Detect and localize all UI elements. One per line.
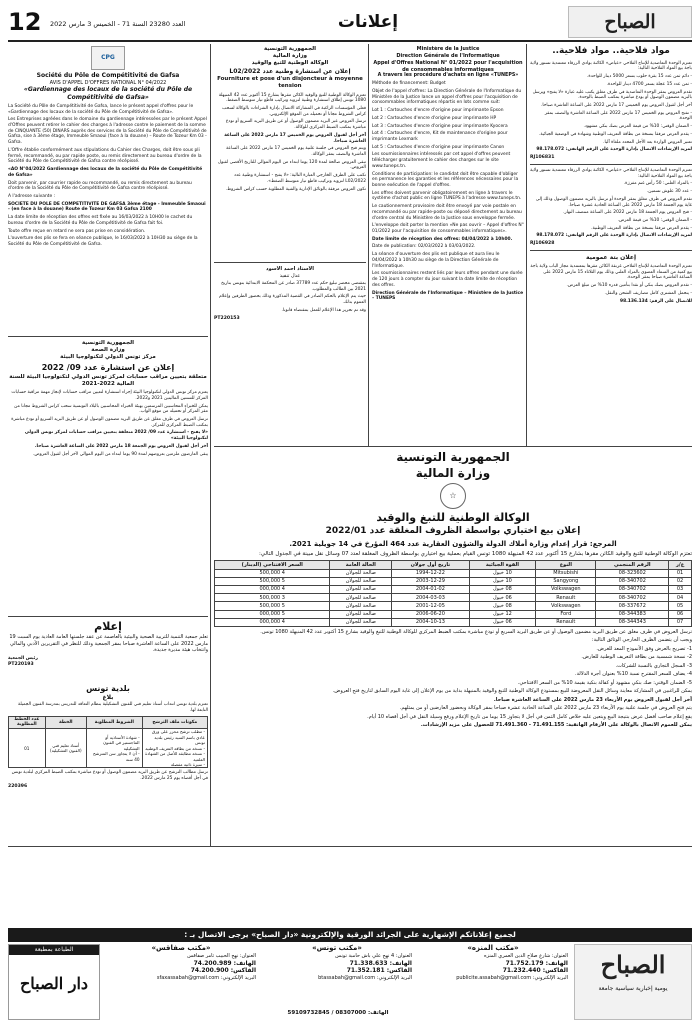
- table-row: 07 08-344343 Renault 06 خيول 2004-10-13 صالحة للجولان 4 000,000: [215, 618, 692, 626]
- contact-tunis: «مكتب تونس» العنوان: 4 نهج علي باش حامبة تونس الهاتف: 71.338.633 الفاكس: 71.352.181 البريد الإلكتروني: btassabah@gmail.com: [262, 944, 412, 1010]
- vehicle-sale-ad: الجمهورية التونسية وزارة المالية ☆ الوكالة الوطنية للتبغ والوقيد إعلان بيع اختياري بواسطة الظروف المغلقة عدد 2022/01 المرجع: قرار إعدام وزارة أملاك الدولة والشؤون العقارية عدد 464 المؤرخ في 14 جويلية 2021. تعتزم الوكالة الوطنية للتبغ والوقيد الكائن مقرها بشارع 15 أكتوبر عدد 42 المنيهلة 1080 تونس القيام بعملية بيع اختياري بواسطة الظروف المغلقة لعدد 07 وسائل نقل مبينة في الجدول التالي: ع/ر الرقم المنجمي النوع القوة الجبائية تاريخ أول جولان الحالة العامة السعر الافتتاحي (الدينار) 01 08-323602 Mitsubishi 10 خيول 1994-12-22 صالحة للجولان 4 500,000 02 08-340702 Sangyong 10 خيول 2003-12-29 صالحة للجولان 5 500,000 03 08-340702 Volkswagen 08 خيول 2004-01-02 صالحة للجولان 4 000,000 04 08-340702 Renault 06 خيول 2004-03-03 صالحة للجولان 3 500,000 05 08-337672 Volkswagen 08 خيول 2001-12-05 صالحة للجولان 5 500,000 06 08-344383 Ford 12 خيول 2006-06-20 صالحة للجولان 5 000,000 07 08-344343 Renault 06 خيول 2004-10-13 صالحة للجولان 4 000,000 ترسل العروض في ظرف مغلق عن طريق البريد مضمون الوصول أو عن طريق البريد السريع أو تودع مباشرة بمكتب الضبط المركزي للوكالة الوطنية للتبغ والوقيد بشارع 15 أكتوبر عدد 42 المنيهلة 1080 تونس. ويجب أن يتضمن الظرف الخارجي الوثائق التالية: 1- تصريح بالعرض وفق الأنموذج المعد للغرض. 2- نسخة شمسية من بطاقة التعريف الوطنية للعارض. 3- السجل التجاري بالنسبة للشركات. 4- يضاف للسعر المقترح نسبة 10% بعنوان أجرة الدلالة. 5- الضمان الوقتي: صك بنكي مشهود أو كفالة بنكية بقيمة 10% من السعر الافتتاحي. يمكن للراغبين في المشاركة معاينة وسائل النقل المعروضة للبيع بمستودع الوكالة الوطنية للتبغ والوقيد بالمنيهلة بداية من يوم الإعلان إلى غاية اليوم السابق لتاريخ فتح العروض. آخر أجل لقبول العروض يوم الأربعاء 23 مارس 2022 على الساعة العاشرة صباحا. يتم فتح العروض في جلسة علنية يوم الأربعاء 23 مارس 2022 على الساعة الحادية عشرة صباحا بمقر الوكالة وبحضور العارضين أو من يمثلهم. يقع إعلام صاحب أفضل عرض بنتيجة البيع ويتعين عليه خلاص كامل الثمن في أجل لا يتجاوز 15 يوما من تاريخ الإعلام ورفع وسيلة النقل في أجل أقصاه 10 أيام. يمكن للعموم الاتصال بالوكالة على الأرقام الهاتفية: 71.491.155 - 71.491.360 للحصول على مزيد الإرشادات.: [214, 450, 692, 846]
- issue-line: العدد 23280 السنة 71 - الخميس 3 مارس 2022: [50, 20, 186, 28]
- tender-title: «Gardiennage des locaux de la société du Pôle de Compétitivité de Gafsa»: [23, 86, 193, 102]
- tobacco-consultation: الجمهورية التونسية وزارة المالية الوكالة الوطنية للتبغ والوقيد إعلان عن استشارة وطنية عدد 2022/L02 Fourniture et pose d'un disjoncteur à moyenne tension تعتزم الوكالة الوطنية للتبغ والوقيد الكائن مقرها بشارع 15 أكتوبر عدد 42 المنيهلة 1080 تونس إطلاق استشارة وطنية لتزويد وتركيب قاطع تيار متوسط الضغط. فعلى المؤسسات الراغبة في المشاركة الاتصال بإدارة الشراءات بالوكالة لسحب كراس الشروط مجانا أو تحميله من الموقع الإلكتروني. ترسل العروض عبر البريد مضمون الوصول أو عن طريق البريد السريع أو تودع مباشرة بمكتب الضبط المركزي للوكالة. آخر أجل لقبول العروض يوم الخميس 17 مارس 2022 على الساعة العاشرة صباحا. ويتم فتح العروض في جلسة علنية يوم الخميس 17 مارس 2022 على الساعة العاشرة والنصف بمقر الوكالة. تبقى العروض صالحة لمدة 120 يوما ابتداء من اليوم الموالي للتاريخ الأقصى لقبول العروض. تكتب على الظرف الخارجي العبارة التالية: «لا يفتح - استشارة وطنية عدد 2022/L02 لتزويد وتركيب قاطع تيار متوسط الضغط». تكون العروض مرفقة بالوثائق الإدارية والفنية المطلوبة حسب كراس الشروط.: [214, 46, 366, 260]
- table-row: 05 08-337672 Volkswagen 08 خيول 2001-12-05 صالحة للجولان 5 500,000: [215, 602, 692, 610]
- environment-center-consultation: الجمهورية التونسية وزارة الصحة مركز تونس الدولي لتكنولوجيا البيئة إعلان عن استشارة عدد 09/ 2022 متعلقة بتعيين مراقب حسابات لمركز تونس الدولي لتكنولوجيا البيئة للسنة المالية 2022-2021 يعتزم مركز تونس الدولي لتكنولوجيا البيئة إجراء استشارة لتعيين مراقب حسابات لإنجاز مهمة مراقبة حسابات المركز للسنتين الماليتين 2021 و2022. يمكن للخبراء المحاسبين المرسمين بهيئة الخبراء المحاسبين بالبلاد التونسية سحب كراس الشروط مجانا من مقر المركز أو تحميله من موقع الواب. ترسل العروض في ظرف مغلق عن طريق البريد مضمون الوصول أو عن طريق البريد السريع أو تودع مباشرة بمكتب الضبط المركزي للمركز. «لا يفتح - استشارة عدد 09/ 2022 متعلقة بتعيين مراقب حسابات لمركز تونس الدولي لتكنولوجيا البيئة» آخر أجل لقبول العروض يوم الجمعة 18 مارس 2022 على الساعة العاشرة صباحا. يبقى العارضون ملزمين بعروضهم لمدة 90 يوما ابتداء من اليوم الموالي لآخر أجل لقبول العروض.: [9, 340, 208, 457]
- col-divider: [210, 446, 211, 846]
- municipality-notice: بلدية تونس بلاغ تعتزم بلدية تونس انتداب أستاذ تعليم فني للفنون التشكيلية بنظام التعاقد للتدريس بمدرسة الفنون الجميلة التابعة لها. مكونات ملف الترشح الشروط المطلوبة الخطة عدد الخطط المطلوبة - مطلب ترشح محرر على ورق عادي باسم السيد رئيس بلدية تونس - نسخة من بطاقة التعريف الوطنية - نسخة مطابقة للأصل من الشهادة العلمية - سيرة ذاتية مفصلة - شهادة الأستاذية أو الماجستير في الفنون التشكيلية - أن لا يتجاوز سن المترشح 40 سنة أستاذ تعليم فني (الفنون التشكيلية) 01 ترسل مطالب الترشح عن طريق البريد مضمون الوصول أو تودع مباشرة بمكتب الضبط المركزي لبلدية تونس في أجل أقصاه يوم 25 مارس 2022. 220396: [8, 684, 208, 789]
- notice-title: إعلان بتة عمومية: [585, 254, 637, 262]
- email-link[interactable]: البريد الإلكتروني: btassabah@gmail.com: [318, 975, 412, 982]
- ad-code: RJ106928: [530, 241, 555, 247]
- table-row: 02 08-340702 Sangyong 10 خيول 2003-12-29 صالحة للجولان 5 500,000: [215, 577, 692, 585]
- ilam-notice: إعلام تعلم جمعية التنمية للتربية الصحية والبيئية بالعاصمة عن عقد جلستها العامة العادية يوم السبت 19 مارس 2022 على الساعة العاشرة صباحا بمقر الجمعية وذلك للنظر في التقريرين الأدبي والمالي وانتخاب هيئة مديرة جديدة. رئيس الجمعية PT220193: [8, 620, 208, 667]
- contact-menzah: «مكتب المنزه» العنوان: شارع صلاح الدين العمري المنزه الهاتف: 71.752.179 الفاكس: 71.232.440 البريد الإلكتروني: publicite.assabah@gmail.com: [418, 944, 568, 1010]
- ad-code: PT220193: [8, 661, 34, 667]
- contact-sfax: «مكتب صفاقس» العنوان: نهج الحبيب ثامر صفاقس الهاتف: 74.200.989 الفاكس: 74.200.900 البريد الإلكتروني: sfaxassabah@gmail.com: [106, 944, 256, 1010]
- table-row: 01 08-323602 Mitsubishi 10 خيول 1994-12-22 صالحة للجولان 4 500,000: [215, 569, 692, 577]
- cpg-logo: CPG: [91, 46, 125, 70]
- consultation-title: إعلان عن استشارة عدد 09/ 2022: [41, 363, 175, 373]
- col-divider: [368, 44, 369, 446]
- municipality-title: بلدية تونس: [86, 684, 130, 693]
- bailiff-notice: الأستاذ أحمد الأسود عدل تنفيذ بمقتضى محضر تبليغ حكم عدد 37789 صادر عن المحكمة الابتدائية بتونس بتاريخ 2021 بين الطالب والمطلوب. حيث يتم الإعلام بالحكم الصادر في القضية المذكورة وذلك بحضور الطرفين وإعلام العموم بذلك. وقد تم تحرير هذا الإعلام للعمل بمقتضاه قانونا. PT220153: [214, 266, 366, 321]
- phones-line: الهاتف: 08307000 / 59109732845: [287, 1010, 389, 1016]
- table-row: 03 08-340702 Volkswagen 08 خيول 2004-01-02 صالحة للجولان 4 000,000: [215, 585, 692, 593]
- gafsa-tender: CPG Société du Pôle de Compétitivité de Gafsa AVIS D'APPEL D'OFFRES NATIONAL N° 04/2022 «Gardiennage des locaux de la société du Pôle de Compétitivité de Gafsa» La Société du Pôle de Compétitivité de Gafsa, lance le présent appel d'offres pour le «Gardiennage des locaux de la société du Pôle de Compétitivité de Gafsa». Les Entreprises agréées dans le domaine du gardiennage intéressées par le présent Appel d'Offres peuvent retirer le cahier des charges à l'adresse contre le paiement de la somme de CINQUANTE (50) DINARS auprès des services de la Société du Pôle de Compétitivité de Gafsa, sise à 3ème étage, Immeuble Smaoui (face à la douane) – Route de Tozeur Km 03 - Gafsa. L'Offre établie conformément aux stipulations du Cahier des Charges, doit être sous pli fermé, recommandé, ou par rapide poste, ou remis directement au bureau d'ordre de la Société du Pôle de Compétitivité de Gafsa contre récépissé. «AO N°04/2022 Gardiennage des locaux de la société du Pôle de Compétitivité de Gafsa» Doit parvenir, par courrier rapide ou recommandé, ou remis directement au bureau d'ordre de la Société du Pôle de Compétitivité de Gafsa contre récépissé. A l'adresse suivante : SOCIETE DU POLE DE COMPETITIVITE DE GAFSA 3ème étage - Immeuble Smaoui - (en face à la douane) Route de Tozeur Km 03 Gafsa 2100 La date limite de réception des offres est fixée au 16/03/2022 à 10H00 le cachet du bureau d'ordre de la Société du Pôle de Compétitivité de Gafsa fait foi. Toute offre reçue en retard ne sera pas prise en considération. L'ouverture des plis se fera en séance publique, le 16/03/2022 à 10H30 au siège de la Société du Pôle de Compétitivité de Gafsa.: [8, 46, 208, 336]
- consultation-title: إعلان عن استشارة وطنية عدد 2022/L02: [229, 68, 351, 76]
- printer-logo: الطباعة بمطبعة دار الصباح: [8, 944, 100, 1020]
- col-divider: [210, 44, 211, 446]
- agri-ad-2: تعتزم الوحدة التعاضدية للإنتاج الفلاحي «عياض» الكائنة بوادي الزرقاء معتمدية تستور ولاية باجة بيع المواد الفلاحية التالية: - بالمزاد العلني: 50 رأس غنم مفرزة. - عدد 30 علوش تسمين. تقدم العروض في ظرف مغلق بمقر الوحدة أو ترسل بالبريد مضمون الوصول وذلك إلى غاية يوم الجمعة 18 مارس 2022 على الساعة الحادية عشرة صباحا. - فتح العروض يوم الجمعة 18 مارس 2022 على الساعة منتصف النهار. - الضمان الوقتي: 10% من قيمة العرض. - يقدم العرض مرفقا بنسخة من بطاقة التعريف الوطنية. لمزيد الإرشادات الاتصال بإدارة الوحدة على الرقم الهاتفي: 98.178.072 RJ106928: [530, 168, 692, 247]
- table-row: 06 08-344383 Ford 12 خيول 2006-06-20 صالحة للجولان 5 000,000: [215, 610, 692, 618]
- page-number: 12: [8, 8, 42, 36]
- ad-code: RJ106831: [530, 155, 555, 161]
- auction-notice: إعلان بتة عمومية تعتزم الوحدة التعاضدية للإنتاج الفلاحي غرنقة الكائن مقرها بمعتمدية مجاز الباب ولاية باجة بيع كمية من السماد العضوي بالمزاد العلني وذلك يوم الثلاثاء 15 مارس 2022 على الساعة العاشرة صباحا بمقر الوحدة. - تقدم العروض بصك بنكي أو نقدا بتأمين قدره 10% من مبلغ العرض. - يتحمل المشتري كامل مصاريف الشحن والنقل. للاتصال على الرقم: 98.136.134: [530, 254, 692, 304]
- agri-title: مواد فلاحية.. مواد فلاحية..: [552, 46, 670, 56]
- agri-ad-1: تعتزم الوحدة التعاضدية للإنتاج الفلاحي «عياض» الكائنة بوادي الزرقاء معتمدية تستور ولاية باجة بيع المواد الفلاحية التالية: - دائم ثمن عدد 15 بقرة حلوب بسعر 5000 دينار للواحدة. - ثمن عدد 15 عجلة بسعر 4700 دينار للواحدة. تقدم العروض بمقر الوحدة التعاضدية في ظرف مغلق يكتب عليه عبارة «لا يفتح» ويرسل بالبريد مضمون الوصول أو يودع مباشرة بمكتب الضبط بالوحدة. آخر أجل لقبول العروض يوم الخميس 17 مارس 2022 على الساعة العاشرة صباحا. - تفتح العروض يوم الخميس 17 مارس 2022 على الساعة العاشرة والنصف بمقر الوحدة. - الضمان الوقتي: 10% من قيمة العرض بصك بنكي مشهود. - يقدم العرض مرفقا بنسخة من بطاقة التعريف الوطنية وشهادة في الوضعية الجبائية. تعتبر العروض الواردة بعد الأجل المحدد ملغاة آليا. لمزيد الإرشادات الاتصال بإدارة الوحدة على الرقم الهاتفي: 98.178.072 RJ106831: [530, 60, 692, 161]
- republic-emblem: ☆: [440, 483, 466, 509]
- table-header-row: مكونات ملف الترشح الشروط المطلوبة الخطة عدد الخطط المطلوبة: [9, 716, 208, 729]
- footer-logo: الصباح يومية إخبارية سياسية جامعة: [574, 944, 692, 1020]
- table-row: 04 08-340702 Renault 06 خيول 2004-03-03 صالحة للجولان 3 500,000: [215, 594, 692, 602]
- section-title: إعلانات: [337, 12, 399, 32]
- email-link[interactable]: البريد الإلكتروني: publicite.assabah@gmail.com: [456, 975, 568, 982]
- footer-banner: لجميع إعلاناتكم الإشهارية على الجرائد الورقية والإلكترونية «دار الصباح» يرجى الاتصال بـ :: [8, 928, 692, 942]
- table-row: - مطلب ترشح محرر على ورق عادي باسم السيد رئيس بلدية تونس - نسخة من بطاقة التعريف الوطنية - نسخة مطابقة للأصل من الشهادة العلمية - سيرة ذاتية مفصلة - شهادة الأستاذية أو الماجستير في الفنون التشكيلية - أن لا يتجاوز سن المترشح 40 سنة أستاذ تعليم فني (الفنون التشكيلية) 01: [9, 729, 208, 768]
- page-header: [8, 6, 692, 40]
- vehicles-table: [214, 560, 692, 627]
- logo-text: الصباح: [604, 10, 656, 33]
- recruitment-table: [8, 716, 208, 769]
- table-header-row: ع/ر الرقم المنجمي النوع القوة الجبائية تاريخ أول جولان الحالة العامة السعر الافتتاحي (الدينار): [215, 561, 692, 569]
- agri-ads-column: [530, 46, 692, 446]
- justice-tender-column: Ministère de la Justice Direction Générale de l'Informatique Appel d'Offres National N° 01/2022 pour l'acquisition de consommables informatiques A travers les procédure d'achats en ligne «TUNEPS» Méthode de financement: Budget Objet de l'appel d'offres: La Direction Générale de l'Informatique du Ministère de la Justice lance un appel d'offres pour l'acquisition de consommables informatiques répartis en lots comme suit: Lot 1 : Cartouches d'encre d'origine pour imprimante Epson Lot 2 : Cartouches d'encre d'origine pour imprimante HP Lot 3 : Cartouches d'encre d'origine pour imprimante Kyocera Lot 4 : Cartouches d'encre, Kit de maintenance d'origine pour imprimante Lexmark Lot 5 : Cartouches d'encre d'origine pour imprimante Canon Les soumissionnaires intéressés par cet appel d'offres peuvent télécharger gratuitement le cahier des charges sur le site www.tuneps.tn. Conditions de participation: le candidat doit être capable d'obliger en permanence les garanties et les références nécessaires pour la bonne exécution de l'appel d'offres. Les offres doivent parvenir obligatoirement en ligne à travers le système d'achat public en ligne TUNEPS à l'adresse www.tuneps.tn. Le cautionnement provisoire doit être envoyé par voie postale en recommandé ou par rapide-poste ou déposé directement au bureau d'ordre central du Ministère de la Justice sous enveloppe fermée. L'enveloppe doit porter la mention «Ne pas ouvrir – Appel d'offres N° 01/2022 pour l'acquisition de consommables informatiques». Date limite de réception des offres: 04/04/2022 à 10h00. Date de publication: 02/03/2022 à 03/03/2022. La séance d'ouverture des plis est publique et aura lieu le 04/04/2022 à 10h30 au siège de la Direction Générale de l'Informatique. Les soumissionnaires restent liés par leurs offres pendant une durée de 120 jours à compter du jour suivant la date limite de réception des offres. Direction Générale de l'Informatique – Ministère de la Justice – TUNEPS: [372, 46, 524, 302]
- header-rule: [8, 40, 692, 42]
- ad-code: 220396: [8, 783, 28, 789]
- footer-area: [8, 944, 692, 1020]
- ad-code: PT220153: [214, 315, 240, 321]
- email-link[interactable]: البريد الإلكتروني: sfaxassabah@gmail.com: [156, 975, 256, 982]
- masthead-logo: [568, 6, 692, 38]
- sale-headline: إعلان بيع اختياري بواسطة الظروف المغلقة عدد 2022/01: [325, 526, 581, 537]
- tender-title: Appel d'Offres National N° 01/2022 pour l'acquisition de consommables informatiques: [373, 60, 523, 73]
- col-divider: [526, 44, 527, 446]
